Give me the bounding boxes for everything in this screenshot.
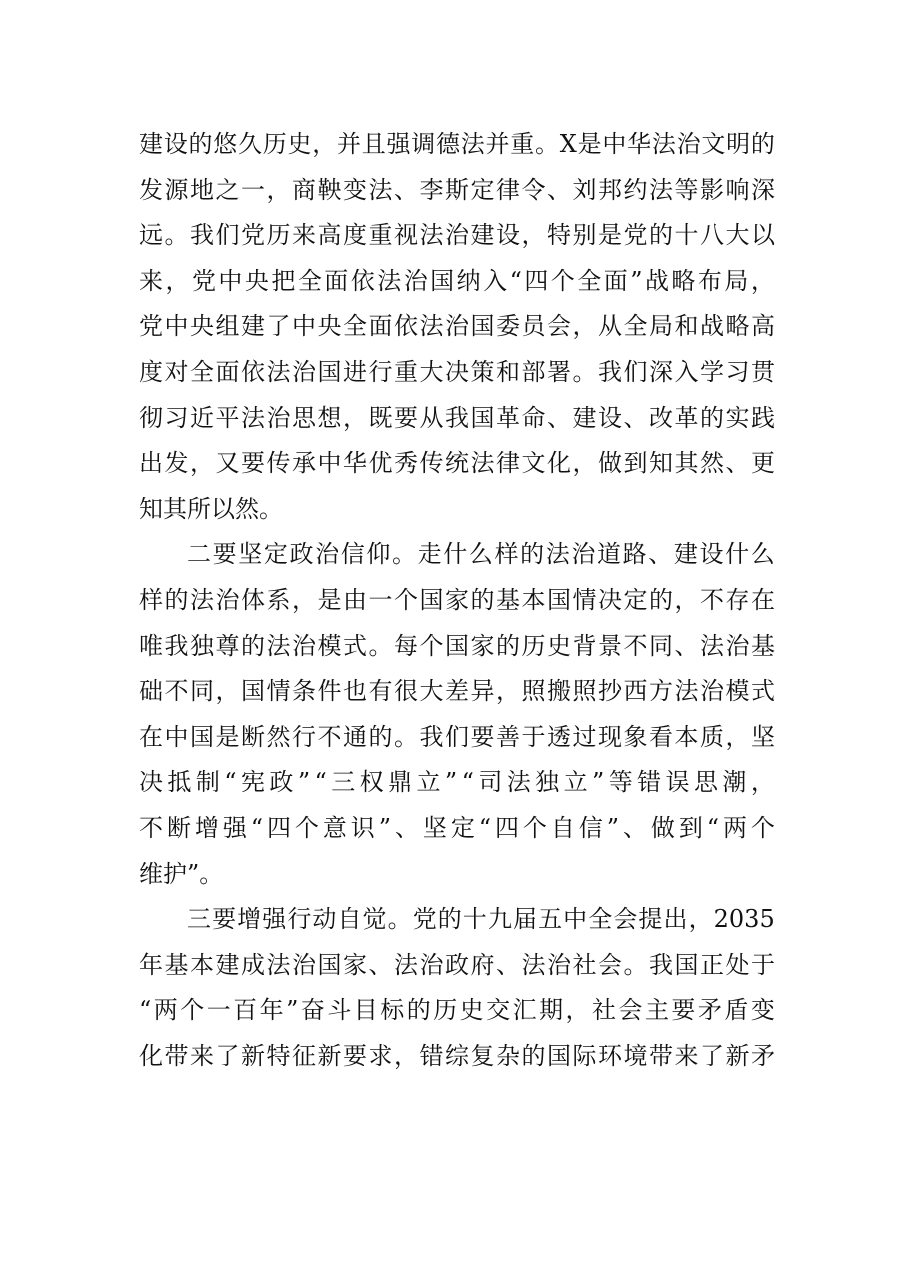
text-line: 来 ， 党 中 央 把 全 面 依 法 治 国 纳 入 “ 四 个 全 面 ” 战 略 布 局 ，: [139, 266, 775, 295]
text-line: 建 设 的 悠 久 历 史 ， 并 且 强 调 德 法 并 重 。 X 是 中 华 法 治 文 明 的: [139, 130, 775, 158]
text-line: 二 要 坚 定 政 治 信 仰 。 走 什 么 样 的 法 治 道 路 、 建 设 什 么: [187, 540, 775, 569]
text-line: 远 。 我 们 党 历 来 高 度 重 视 法 治 建 设 ， 特 别 是 党 的 十 八 大 以: [139, 221, 775, 250]
text-line: 党 中 央 组 建 了 中 央 全 面 依 法 治 国 委 员 会 ， 从 全 局 和 战 略 高: [139, 312, 775, 341]
text-line: 不 断 增 强 “ 四 个 意 识 ” 、 坚 定 “ 四 个 自 信 ” 、 做 到 “ 两 个: [139, 813, 775, 842]
text-line: 年 基 本 建 成 法 治 国 家 、 法 治 政 府 、 法 治 社 会 。 我 国 正 处 于: [139, 950, 775, 979]
text-line: 出 发 ， 又 要 传 承 中 华 优 秀 传 统 法 律 文 化 ， 做 到 知 其 然 、 更: [139, 449, 775, 478]
text-line: 化 带 来 了 新 特 征 新 要 求 ， 错 综 复 杂 的 国 际 环 境 带 来 了 新 矛: [139, 1041, 775, 1070]
text-line: 样 的 法 治 体 系 ， 是 由 一 个 国 家 的 基 本 国 情 决 定 的 ， 不 存 在: [139, 585, 775, 614]
text-line: 三 要 增 强 行 动 自 觉 。 党 的 十 九 届 五 中 全 会 提 出 ， 2035: [187, 905, 775, 934]
text-line: 唯 我 独 尊 的 法 治 模 式 。 每 个 国 家 的 历 史 背 景 不 同 、 法 治 基: [139, 631, 775, 660]
text-line: “ 两 个 一 百 年 ” 奋 斗 目 标 的 历 史 交 汇 期 ， 社 会 主 要 矛 盾 变: [139, 996, 775, 1025]
text-line: 度 对 全 面 依 法 治 国 进 行 重 大 决 策 和 部 署 。 我 们 深 入 学 习 贯: [139, 357, 775, 386]
text-line: 知 其 所 以 然 。: [139, 494, 283, 523]
body-text: [139, 122, 775, 1079]
text-line: 础 不 同 ， 国 情 条 件 也 有 很 大 差 异 ， 照 搬 照 抄 西 方 法 治 模 式: [139, 677, 775, 706]
text-line: 彻 习 近 平 法 治 思 想 ， 既 要 从 我 国 革 命 、 建 设 、 改 革 的 实 践: [139, 403, 775, 432]
text-line: 决 抵 制 “ 宪 政 ” “ 三 权 鼎 立 ” “ 司 法 独 立 ” 等 错 误 思 潮 ，: [139, 768, 775, 797]
text-line: 在 中 国 是 断 然 行 不 通 的 。 我 们 要 善 于 透 过 现 象 看 本 质 ， 坚: [139, 722, 775, 751]
text-line: 维 护 ” 。: [139, 859, 224, 888]
text-line: 发 源 地 之 一 ， 商 鞅 变 法 、 李 斯 定 律 令 、 刘 邦 约 法 等 影 响 深: [139, 175, 775, 204]
